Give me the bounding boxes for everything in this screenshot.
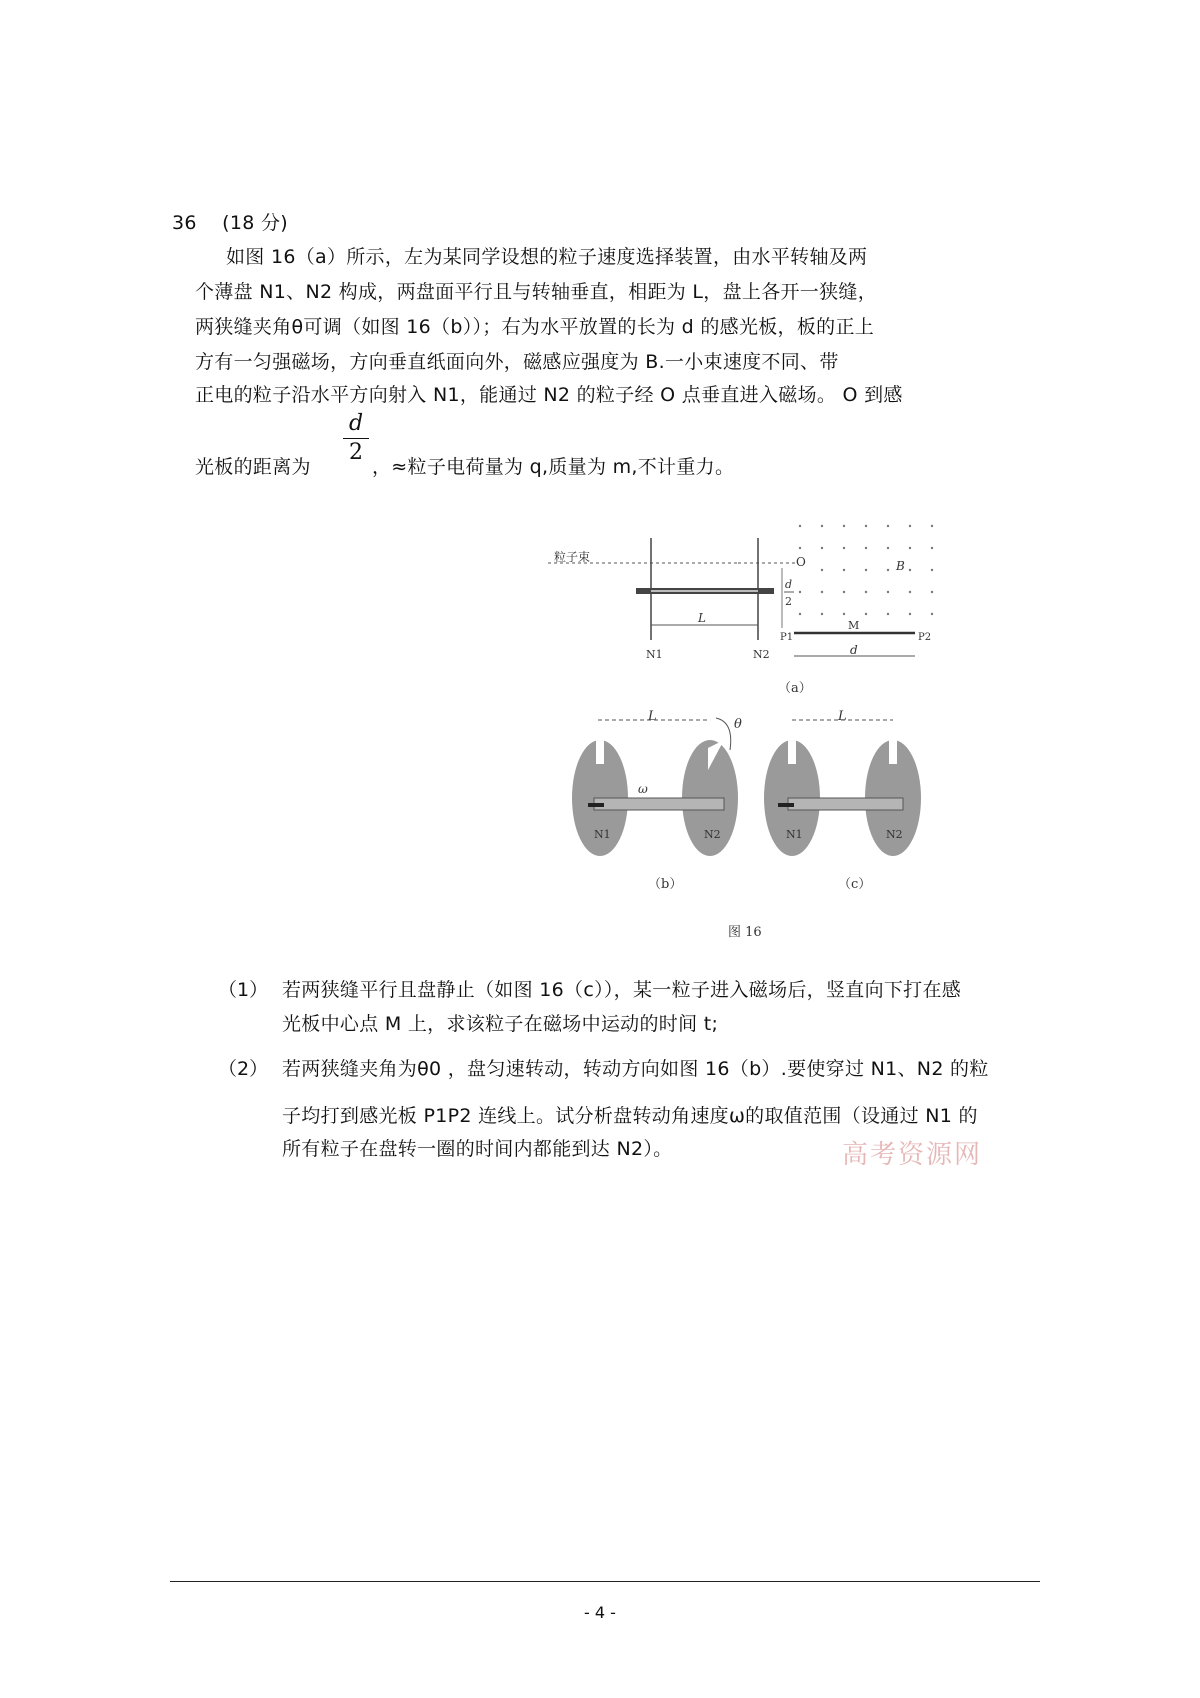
stem-line-6-prefix: 光板的距离为 xyxy=(195,456,311,478)
label-O: O xyxy=(796,555,806,569)
panel-a xyxy=(548,525,933,696)
stem-line-6-suffix: ，≈粒子电荷量为 q,质量为 m,不计重力。 xyxy=(372,456,735,478)
label-omega: ω xyxy=(638,782,648,796)
question-number: 36 xyxy=(172,212,197,234)
subq-2-label: （2） xyxy=(218,1058,269,1080)
subq-1-line-2: 光板中心点 M 上，求该粒子在磁场中运动的时间 t; xyxy=(282,1013,719,1035)
label-n1: N1 xyxy=(646,648,663,661)
figure-16 xyxy=(548,508,968,940)
label-n2: N2 xyxy=(753,648,770,661)
magnetic-field-dots xyxy=(799,525,933,615)
label-P2: P2 xyxy=(918,632,932,643)
label-P1: P1 xyxy=(780,632,794,643)
stem-line-2: 个薄盘 N1、N2 构成，两盘面平行且与转轴垂直，相距为 L，盘上各开一狭缝， xyxy=(195,281,878,303)
question-points: (18 分) xyxy=(222,212,288,234)
label-M: M xyxy=(848,619,860,632)
footer-divider xyxy=(170,1581,1040,1582)
axle-c xyxy=(788,798,903,810)
label-plate-d: d xyxy=(850,643,858,657)
subq-1-line-1: 若两狭缝平行且盘静止（如图 16（c）），某一粒子进入磁场后，竖直向下打在感 xyxy=(282,979,962,1001)
stem-line-1: 如图 16（a）所示，左为某同学设想的粒子速度选择装置，由水平转轴及两 xyxy=(226,246,868,268)
subq-2-line-1: 若两狭缝夹角为θ0 ，盘匀速转动，转动方向如图 16（b）.要使穿过 N1、N2 的粒 xyxy=(282,1058,989,1080)
caption-c: （c） xyxy=(838,877,872,892)
label-c-n2: N2 xyxy=(886,828,903,841)
label-theta: θ xyxy=(734,717,742,732)
caption-a: （a） xyxy=(778,681,812,696)
label-b-n1: N1 xyxy=(594,828,611,841)
stem-line-4: 方有一匀强磁场，方向垂直纸面向外，磁感应强度为 B.一小束速度不同、带 xyxy=(195,351,839,373)
label-L-c: L xyxy=(838,709,847,724)
caption-b: （b） xyxy=(648,877,683,892)
subq-1-label: （1） xyxy=(218,979,269,1001)
label-c-n1: N1 xyxy=(786,828,803,841)
panel-b xyxy=(572,709,742,892)
label-L-a: L xyxy=(698,611,706,625)
subq-2-line-3: 所有粒子在盘转一圈的时间内都能到达 N2）。 xyxy=(282,1138,673,1160)
label-b-n2: N2 xyxy=(704,828,721,841)
subq-2-line-2: 子均打到感光板 P1P2 连线上。试分析盘转动角速度ω的取值范围（设通过 N1 的 xyxy=(282,1105,978,1127)
label-L-b: L xyxy=(648,709,657,724)
fraction-d-over-2: d 2 xyxy=(343,412,369,465)
label-half-d-den: 2 xyxy=(785,595,792,608)
beam-label: 粒子束 xyxy=(554,550,591,564)
label-half-d-num: d xyxy=(785,578,793,591)
label-B: B xyxy=(896,559,905,573)
axle-b xyxy=(594,798,724,810)
stem-line-3: 两狭缝夹角θ可调（如图 16（b））；右为水平放置的长为 d 的感光板，板的正上 xyxy=(195,316,875,338)
page-number: - 4 - xyxy=(584,1603,616,1622)
stem-line-5: 正电的粒子沿水平方向射入 N1，能通过 N2 的粒子经 O 点垂直进入磁场。 O 到感 xyxy=(195,384,903,406)
figure-caption: 图 16 xyxy=(728,925,762,940)
watermark: 高考资源网 xyxy=(842,1140,983,1170)
panel-c xyxy=(764,709,921,892)
question-header xyxy=(172,214,288,233)
